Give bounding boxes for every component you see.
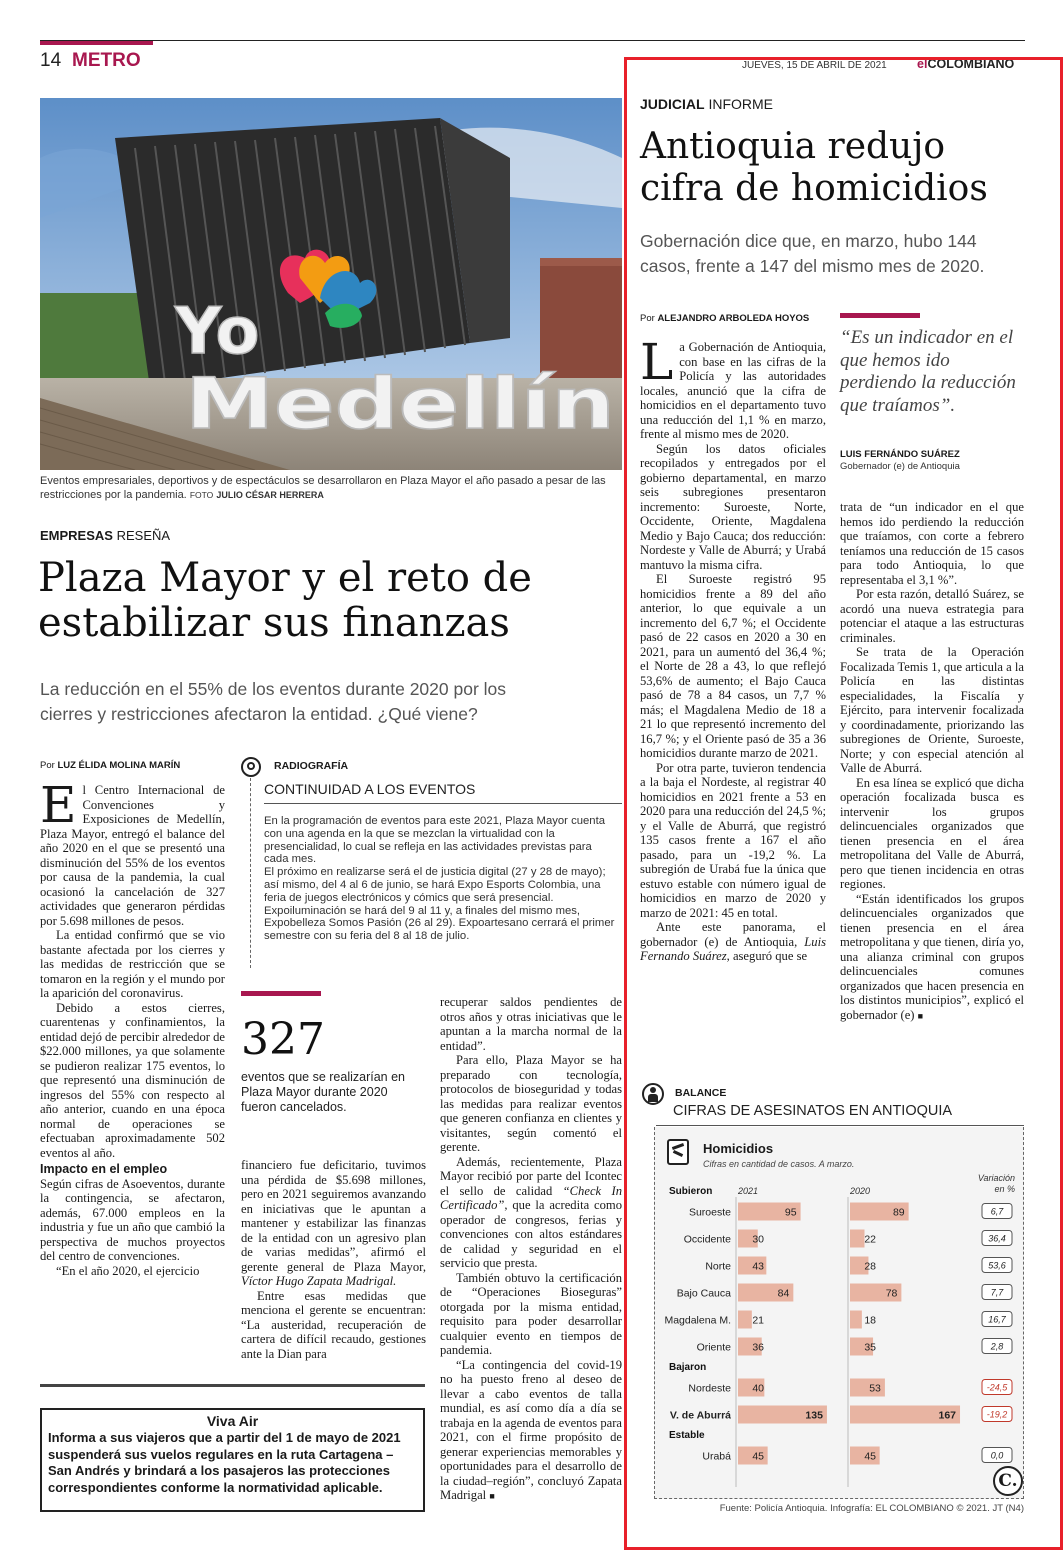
antioquia-dropcap: L [640,340,674,391]
balance-label: BALANCE [675,1087,727,1099]
variation-value: 0,0 [990,1450,1004,1461]
balance-panel [654,1127,1024,1499]
plaza-dropcap: E [40,783,77,834]
page-number: 14 [40,50,62,71]
big-number: 327 [241,1014,325,1065]
homicide-chart [655,1127,1025,1499]
year-label-2021: 2021 [738,1186,759,1196]
value-2021: 135 [805,1409,823,1422]
row-label: Occidente [683,1233,731,1246]
antioquia-dek: Gobernación dice que, en marzo, hubo 144 casos, frente a 147 del mismo mes de 2020. [640,231,985,276]
value-2021: 43 [752,1260,764,1273]
stat-accent-bar [241,991,321,996]
pull-quote: “Es un indicador en el que hemos ido perdiendo la reducción que traíamos”. [840,327,1016,416]
chart-subtitle: Cifras en cantidad de casos. A marzo. [703,1159,855,1169]
value-2021: 40 [752,1382,764,1395]
value-2021: 21 [752,1314,764,1327]
group-label: Estable [669,1430,705,1441]
bar-2020 [850,1230,864,1248]
variation-value: 6,7 [990,1206,1004,1217]
row-label: Urabá [702,1450,731,1463]
bar-2020 [850,1311,862,1329]
variation-value: 36,4 [988,1233,1006,1244]
antioquia-column-1: L a Gobernación de Antioquia, con base en las cifras de la Policía y las autoridades locales, anunció que la cifra de homicidios en el departamento tuvo una reducción del 1,1 % en marzo, frente al mismo mes de 2020. Según los datos oficiales recopilados y entregados por el gobierno departamental, en marzo seis subregiones presentaron incremento: Suroeste, Norte, Occidente, Oriente, Magdalena Medio y Bajo Cauca; dos reducción: Nordeste y Valle de Aburrá; y Urabá mantuvo la misma cifra. El Suroeste registró 95 homicidios frente a 89 del año anterior, lo que equivale a un incremento del 6,7 %; el Occidente pasó de 22 casos en 2020 a 30 en 2021, para un aumentó del 36,4 %; el Norte de 28 a 43, lo que reflejó 53,6% de aumento; el Bajo Cauca pasó de 78 a 84 casos, un 7,7 % más; el Magdalena Medio de 18 a 21 lo que representó incremento del 16,7 %; y el Oriente pasó de 35 a 36 homicidios durante marzo de 2021. Por otra parte, tuvieron tendencia a la baja el Nordeste, al registrar 40 homicidios en 2021 frente a 53 en 2020 para una reducción del 24,5 %; y el Valle de Aburrá, que registró 135 casos frente a 167 el año pasado, para un -19,2 %. La subregión de Urabá fue la única que estuvo estable con número igual de homicidios en marzo de 2020 y marzo de 2021: 45 en total. Ante este panorama, el gobernador (e) de Antioquia, Luis Fernando Suárez, aseguró que se [640,340,826,963]
variation-value: 2,8 [990,1341,1004,1352]
variation-value: 16,7 [988,1314,1006,1325]
bar-2021 [738,1311,752,1329]
row-label: Bajo Cauca [676,1287,731,1300]
quote-accent-bar [840,313,920,318]
radiografia-text: En la programación de eventos para este 2021, Plaza Mayor cuenta con una agenda en la que se mezclan la virtualidad con la presencialidad, lo cual se refleja en las actividades previstas para cada mes. El próximo en realizarse será el de justicia digital (27 y 28 de mayo); así mismo, del 4 al 6 de junio, se hará Expo Esports Colombia, una feria de juegos electrónicos y cómics que será presencial. Expoiluminación se hará del 9 al 11 y, a finales del mismo mes, Expobelleza Somos Pasión (26 al 29). Expoartesano cerrará el primer semestre con su feria del 8 al 18 de julio. [264,815,615,943]
balance-source: Fuente: Policía Antioquia. Infografía: EL COLOMBIANO © 2021. JT (N4) [719,1503,1024,1514]
value-2020: 22 [864,1233,876,1246]
photo-caption: Eventos empresariales, deportivos y de espectáculos se desarrollaron en Plaza Mayor el año pasado a pesar de las restricciones por la pandemia. FOTO JULIO CÉSAR HERRERA [40,475,606,501]
variation-value: 53,6 [988,1260,1006,1271]
quote-name: LUIS FERNÁNDO SUÁREZ [840,449,960,460]
variation-header: Variación en % [977,1173,1015,1194]
plaza-headline: Plaza Mayor y el reto de estabilizar sus finanzas [38,555,532,646]
value-2020: 45 [864,1450,876,1463]
row-label: Oriente [696,1341,731,1354]
row-label: Nordeste [688,1382,731,1395]
antioquia-headline: Antioquia redujo cifra de homicidios [640,126,988,209]
sign-yo-text: Yo [175,295,260,369]
row-label: V. de Aburrá [669,1409,731,1422]
chart-title: Homicidios [703,1141,774,1156]
group-label: Bajaron [669,1362,707,1373]
value-2020: 18 [864,1314,876,1327]
vivaair-top-rule [40,1384,425,1387]
value-2020: 53 [869,1382,881,1395]
radiografia-title: CONTINUIDAD A LOS EVENTOS [264,781,476,797]
variation-value: 7,7 [990,1287,1004,1298]
value-2020: 78 [885,1287,898,1300]
value-2020: 28 [864,1260,876,1273]
radiografia-rule [264,803,622,804]
section-name: METRO [72,50,141,71]
quote-role: Gobernador (e) de Antioquia [840,461,960,472]
value-2021: 45 [752,1450,764,1463]
el-colombiano-logo: C. [993,1466,1023,1496]
vivaair-notice: Viva Air Informa a sus viajeros que a partir del 1 de mayo de 2021 suspenderá sus vuelos regulares en la ruta Cartagena – San Andrés y brindará a los pasajeros las protecciones correspondientes conforme la normatividad aplicable. [40,1408,425,1512]
value-2021: 84 [777,1287,790,1300]
plaza-byline: Por LUZ ÉLIDA MOLINA MARÍN [40,760,181,771]
plaza-dek: La reducción en el 55% de los eventos durante 2020 por los cierres y restricciones afectaron la entidad. ¿Qué viene? [40,679,507,724]
group-label: Subieron [669,1186,713,1197]
year-label-2020: 2020 [850,1186,871,1196]
row-label: Magdalena M. [664,1314,731,1327]
radiografia-dashed-line [250,778,251,968]
antioquia-column-2: trata de “un indicador en el que hemos ido perdiendo la reducción que traíamos, con corte a febrero teníamos una reducción de 15 casos para todo Antioquia, lo que representaba el 3,1 %”. Por esta razón, detalló Suárez, se acordó una nueva estrategia para potenciar el ataque a las estructuras criminales. Se trata de la Operación Focalizada Temis 1, que articula a la Policía en las distintas especialidades, la Fiscalía y Ejército, para intervenir focalizada y coordinadamente, priorizando las subregiones de Oriente, Suroeste, Norte; y con especial atención al Valle de Aburrá. En esa línea se explicó que dicha operación focalizada busca es intervenir los grupos delincuenciales organizados que tienen presencia en el área metropolitana del Valle de Aburrá, pero que tienen incidencia en otras regiones. “Están identificados los grupos delincuenciales organizados que tienen presencia en el área metropolitana y que tienen, diría yo, una alianza criminal con grupos delincuenciales comunes organizados que hacen presencia en los distintos municipios”, explicó el gobernador (e) ■ [840,500,1024,1022]
radiografia-label: RADIOGRAFÍA [274,760,349,772]
value-2020: 89 [892,1206,905,1219]
variation-value: -24,5 [986,1382,1008,1393]
header-date: JUEVES, 15 DE ABRIL DE 2021 [742,60,887,71]
plaza-column-1: E l Centro Internacional de Convenciones y Exposiciones de Medellín, Plaza Mayor, entregó el balance del año 2020 en el que se presentó una disminución del 55% de los eventos por causa de la pandemia, la cual ocasionó la cancelación de 327 actividades que generaron pérdidas por 5.698 millones de pesos. La entidad confirmó que se vio bastante afectada por los cierres y las medidas de restricción que se tomaron en la región y el mundo por la aparición del coronavirus. Debido a estos cierres, cuarentenas y confinamientos, la entidad dejó de percibir alrededor de $22.000 millones, ya que solamente se pudieron realizar 175 eventos, lo que representó una disminución de ingresos del 55% con respecto al año anterior, cuando en una época normal de operaciones se efectuaban aproximadamente 502 eventos al año. Impacto en el empleo Según cifras de Asoeventos, durante la contingencia, se afectaron, además, 67.000 empleos en la industria y fue un año que cambió la perspectiva de muchos proyectos del centro de convenciones. “En el año 2020, el ejercicio [40,783,225,1278]
sign-medellin-text: Medellín [185,363,615,445]
antioquia-kicker: JUDICIAL INFORME [640,96,774,112]
masthead-logo: elCOLOMBIANO [917,57,1015,71]
row-label: Suroeste [688,1206,731,1219]
value-2021: 30 [752,1233,764,1246]
plaza-mayor-photo [40,98,622,470]
antioquia-byline: Por ALEJANDRO ARBOLEDA HOYOS [640,313,810,324]
plaza-column-3: recuperar saldos pendientes de otros años y otras iniciativas que le apuntan a la marcha normal de la entidad”. Para ello, Plaza Mayor se ha preparado con tecnología, protocolos de bioseguridad y todas las medidas para realizar eventos que generen confianza en clientes y visitantes, según comentó el gerente. Además, recientemente, Plaza Mayor recibió por parte del Icontec el sello de calidad “Check In Certificado”, que la acredita como operador de congresos, ferias y convenciones con altos estándares de calidad y seguridad en el servicio que presta. También obtuvo la certificación de “Operaciones Bioseguras” otorgada por la misma entidad, requisito para poder desarrollar cualquier evento en tiempos de pandemia. “La contingencia del covid-19 no ha puesto freno al deseo de llevar a cabo eventos de talla mundial, es así como día a día se trabaja en la agenda de eventos para 2021, con el firme propósito de generar experiencias memorables y oportunidades para el desarrollo de la ciudad–región”, concluyó Zapata Madrigal ■ [440,995,622,1502]
value-2020: 167 [938,1409,957,1422]
header-rule [40,40,1025,41]
plaza-column-2: financiero fue deficitario, tuvimos una pérdida de $5.698 millones, pero en 2021 seguiremos avanzando en iniciativas que le apuntan a mantener y estabilizar las finanzas de la entidad con un agresivo plan de varias medidas”, afirmó el gerente general de Plaza Mayor, Víctor Hugo Zapata Madrigal. Entre esas medidas que menciona el gerente se encuentran: “La austeridad, recuperación de cartera de difícil recaudo, gestiones ante la Dian para [241,1158,426,1361]
variation-value: -19,2 [986,1409,1008,1420]
plaza-kicker: EMPRESAS RESEÑA [40,528,171,543]
row-label: Norte [705,1260,731,1273]
value-2021: 36 [752,1341,764,1354]
big-number-text: eventos que se realizarían en Plaza Mayor durante 2020 fueron cancelados. [241,1070,405,1114]
plaza-subhead: Impacto en el empleo [40,1162,168,1176]
value-2021: 95 [784,1206,797,1219]
magnifier-icon [241,757,261,777]
balance-title: CIFRAS DE ASESINATOS EN ANTIOQUIA [673,1103,953,1119]
balance-rule [656,1125,1024,1126]
value-2020: 35 [864,1341,876,1354]
balance-person-icon [642,1083,664,1105]
